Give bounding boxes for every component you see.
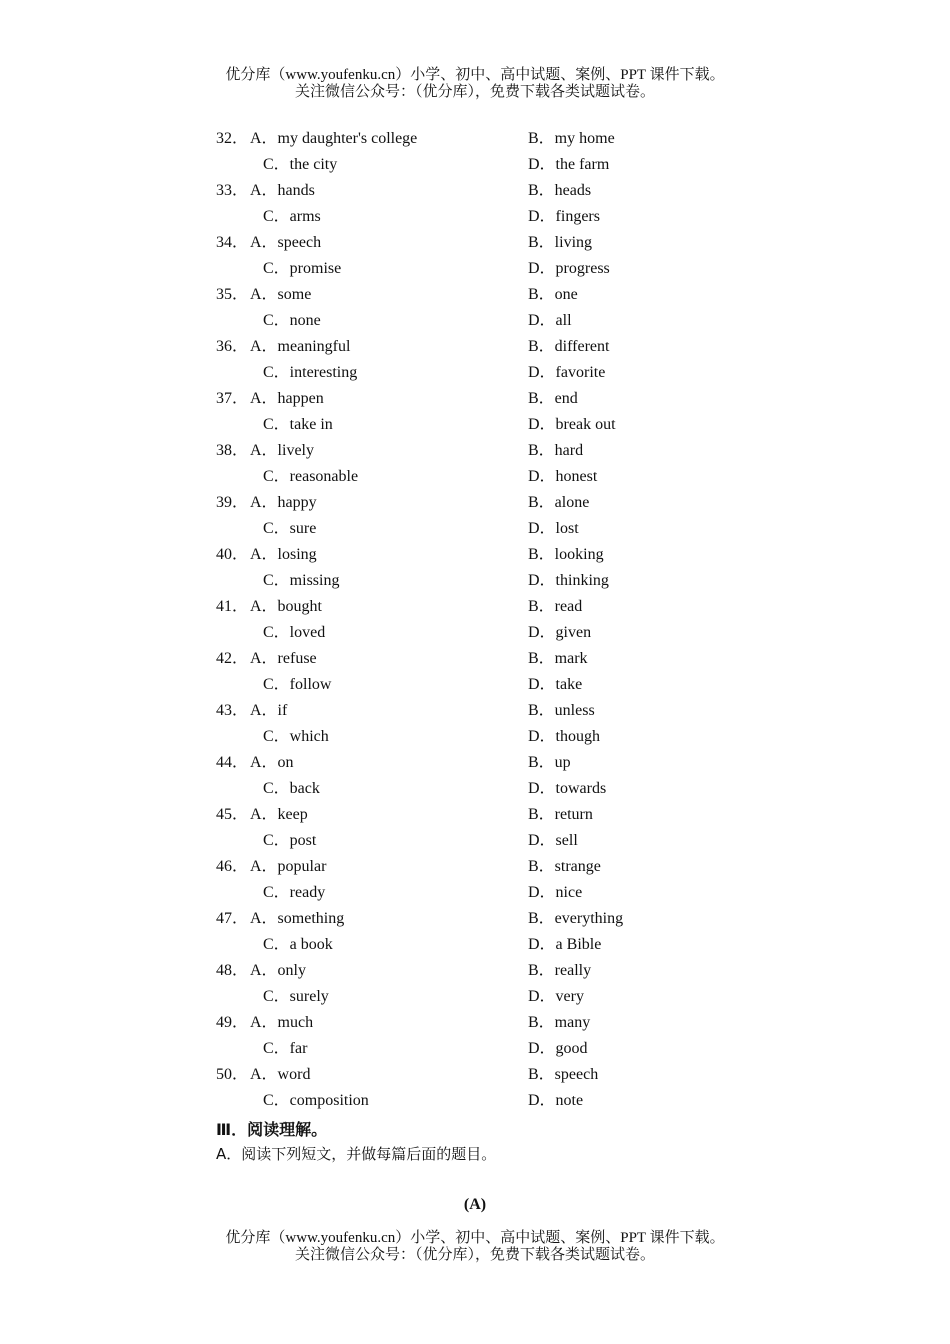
question-row-second	[0, 568, 950, 594]
option-d: D．progress	[528, 260, 610, 277]
option-a: A．keep	[250, 806, 308, 823]
option-b: B．read	[528, 598, 583, 615]
option-d: D．given	[528, 624, 592, 641]
option-c: C．sure	[263, 520, 317, 537]
option-a: A．bought	[250, 598, 323, 615]
question-number: 36．	[216, 338, 249, 355]
question-number: 32．	[216, 130, 249, 147]
question-row	[0, 698, 950, 724]
option-b: B．speech	[528, 1066, 599, 1083]
option-d: D．nice	[528, 884, 583, 901]
option-c: C．post	[263, 832, 317, 849]
question-row-second	[0, 360, 950, 386]
question-row-second	[0, 464, 950, 490]
footer-line-2: 关注微信公众号：（优分库），免费下载各类试题试卷。	[294, 1247, 655, 1263]
question-row	[0, 906, 950, 932]
option-d: D．sell	[528, 832, 578, 849]
question-number: 44．	[216, 754, 249, 771]
option-b: B．different	[528, 338, 610, 355]
option-c: C．reasonable	[263, 468, 359, 485]
option-a: A．hands	[250, 182, 315, 199]
option-d: D．a Bible	[528, 936, 602, 953]
option-a: A．lively	[250, 442, 314, 459]
question-row-second	[0, 308, 950, 334]
question-row	[0, 126, 950, 152]
question-row	[0, 854, 950, 880]
question-row-second	[0, 776, 950, 802]
option-b: B．living	[528, 234, 593, 251]
option-a: A．popular	[250, 858, 327, 875]
option-d: D．good	[528, 1040, 588, 1057]
option-c: C．follow	[263, 676, 332, 693]
question-row-second	[0, 932, 950, 958]
option-b: B．end	[528, 390, 578, 407]
option-c: C．missing	[263, 572, 340, 589]
section-instruction: A．阅读下列短文，并做每篇后面的题目。	[216, 1145, 497, 1163]
option-b: B．alone	[528, 494, 590, 511]
question-number: 49．	[216, 1014, 249, 1031]
question-row-second	[0, 828, 950, 854]
option-c: C．back	[263, 780, 320, 797]
option-c: C．surely	[263, 988, 329, 1005]
question-row-second	[0, 620, 950, 646]
option-b: B．really	[528, 962, 592, 979]
question-number: 43．	[216, 702, 249, 719]
question-number: 48．	[216, 962, 249, 979]
option-b: B．hard	[528, 442, 584, 459]
option-b: B．everything	[528, 910, 624, 927]
option-d: D．towards	[528, 780, 607, 797]
option-a: A．meaningful	[250, 338, 351, 355]
question-number: 40．	[216, 546, 249, 563]
option-d: D．though	[528, 728, 601, 745]
option-b: B．looking	[528, 546, 604, 563]
question-number: 45．	[216, 806, 249, 823]
option-d: D．note	[528, 1092, 584, 1109]
question-row	[0, 230, 950, 256]
question-number: 41．	[216, 598, 249, 615]
option-a: A．something	[250, 910, 345, 927]
question-row-second	[0, 724, 950, 750]
question-row-second	[0, 672, 950, 698]
question-row-second	[0, 880, 950, 906]
question-row	[0, 386, 950, 412]
question-row	[0, 802, 950, 828]
option-c: C．far	[263, 1040, 308, 1057]
option-a: A．refuse	[250, 650, 317, 667]
question-row	[0, 1062, 950, 1088]
option-c: C．promise	[263, 260, 342, 277]
option-b: B．return	[528, 806, 593, 823]
question-number: 37．	[216, 390, 249, 407]
option-c: C．composition	[263, 1092, 369, 1109]
option-d: D．break out	[528, 416, 616, 433]
question-number: 33．	[216, 182, 249, 199]
option-a: A．losing	[250, 546, 317, 563]
option-c: C．arms	[263, 208, 321, 225]
option-d: D．thinking	[528, 572, 609, 589]
option-c: C．take in	[263, 416, 333, 433]
option-c: C．a book	[263, 936, 333, 953]
question-row	[0, 750, 950, 776]
section-title: Ⅲ．阅读理解。	[216, 1120, 328, 1139]
question-row-second	[0, 152, 950, 178]
option-b: B．unless	[528, 702, 595, 719]
question-row	[0, 646, 950, 672]
option-a: A．much	[250, 1014, 314, 1031]
question-number: 39．	[216, 494, 249, 511]
question-number: 47．	[216, 910, 249, 927]
question-row	[0, 594, 950, 620]
page-header	[0, 67, 950, 101]
question-row-second	[0, 516, 950, 542]
option-c: C．interesting	[263, 364, 358, 381]
option-a: A．my daughter's college	[250, 130, 418, 147]
option-b: B．strange	[528, 858, 601, 875]
option-a: A．speech	[250, 234, 322, 251]
option-b: B．up	[528, 754, 571, 771]
option-a: A．some	[250, 286, 312, 303]
option-d: D．very	[528, 988, 584, 1005]
option-d: D．take	[528, 676, 583, 693]
question-row	[0, 490, 950, 516]
question-number: 50．	[216, 1066, 249, 1083]
question-row	[0, 438, 950, 464]
option-a: A．if	[250, 702, 288, 719]
question-number: 46．	[216, 858, 249, 875]
option-d: D．all	[528, 312, 572, 329]
question-row	[0, 542, 950, 568]
question-row-second	[0, 984, 950, 1010]
question-row-second	[0, 1088, 950, 1114]
question-row-second	[0, 412, 950, 438]
option-a: A．only	[250, 962, 307, 979]
header-line-2: 关注微信公众号：（优分库），免费下载各类试题试卷。	[294, 84, 655, 100]
option-b: B．many	[528, 1014, 591, 1031]
option-a: A．word	[250, 1066, 311, 1083]
option-d: D．lost	[528, 520, 579, 537]
header-line-1: 优分库（www.youfenku.cn）小学、初中、高中试题、案例、PPT 课件下载。	[225, 67, 725, 83]
option-c: C．ready	[263, 884, 326, 901]
question-list	[0, 126, 950, 1114]
question-row	[0, 958, 950, 984]
question-number: 42．	[216, 650, 249, 667]
option-c: C．loved	[263, 624, 326, 641]
question-number: 34．	[216, 234, 249, 251]
question-row-second	[0, 256, 950, 282]
question-row	[0, 178, 950, 204]
option-b: B．mark	[528, 650, 588, 667]
option-d: D．the farm	[528, 156, 610, 173]
option-c: C．which	[263, 728, 329, 745]
option-d: D．fingers	[528, 208, 600, 225]
footer-line-1: 优分库（www.youfenku.cn）小学、初中、高中试题、案例、PPT 课件下载。	[225, 1230, 725, 1246]
question-number: 38．	[216, 442, 249, 459]
option-b: B．my home	[528, 130, 615, 147]
option-a: A．on	[250, 754, 294, 771]
option-c: C．the city	[263, 156, 338, 173]
option-c: C．none	[263, 312, 321, 329]
option-b: B．heads	[528, 182, 592, 199]
question-number: 35．	[216, 286, 249, 303]
question-row	[0, 282, 950, 308]
page-footer	[0, 1230, 950, 1264]
option-d: D．favorite	[528, 364, 606, 381]
question-row-second	[0, 204, 950, 230]
option-d: D．honest	[528, 468, 598, 485]
option-a: A．happy	[250, 494, 317, 511]
passage-label: (A)	[463, 1196, 487, 1213]
question-row	[0, 334, 950, 360]
option-b: B．one	[528, 286, 578, 303]
question-row	[0, 1010, 950, 1036]
question-row-second	[0, 1036, 950, 1062]
option-a: A．happen	[250, 390, 324, 407]
